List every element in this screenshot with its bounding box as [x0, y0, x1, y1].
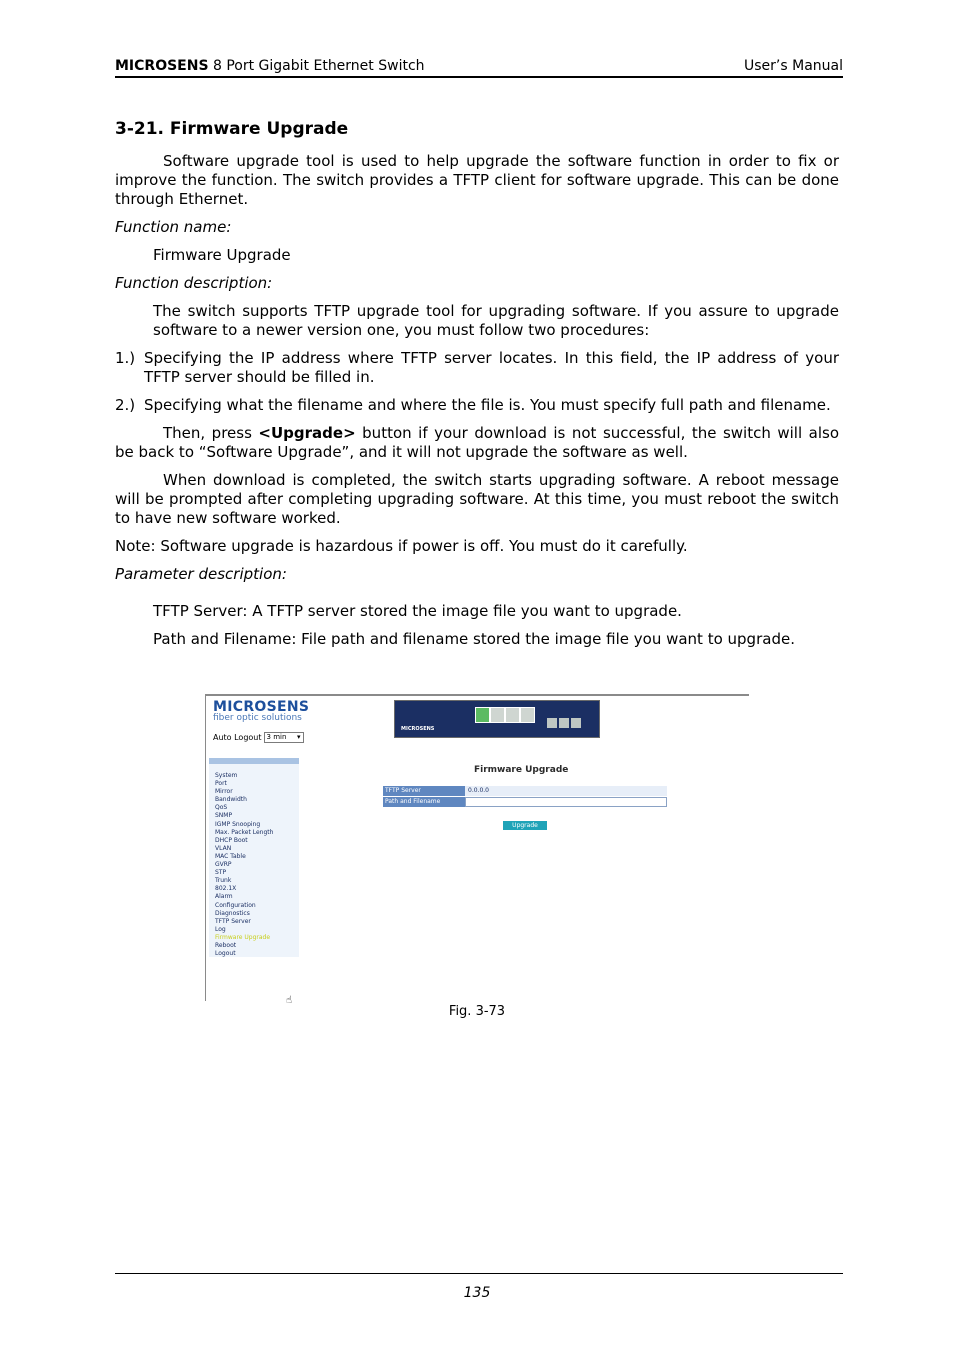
sfp-port-icon — [547, 718, 557, 728]
header-product: 8 Port Gigabit Ethernet Switch — [208, 58, 425, 74]
press-upgrade-paragraph — [115, 424, 839, 462]
sidebar-item[interactable]: VLAN — [215, 844, 232, 852]
upgrade-button[interactable]: Upgrade — [503, 821, 547, 830]
footer-divider — [115, 1273, 843, 1274]
header-title — [115, 57, 425, 76]
function-name-label: Function name: — [115, 218, 232, 236]
parameter-description-label: Parameter description: — [115, 565, 287, 583]
sfp-port-icon — [571, 718, 581, 728]
header-manual: User’s Manual — [744, 58, 843, 74]
sidebar-item[interactable]: Trunk — [215, 877, 232, 885]
function-description: The switch supports TFTP upgrade tool for upgrading software. If you assure to upgrade software to a newer version one, you must follow two procedures: — [153, 302, 839, 339]
path-filename-row — [383, 797, 667, 807]
path-filename-label: Path and Filename — [383, 797, 465, 807]
tftp-server-field[interactable]: 0.0.0.0 — [465, 786, 667, 796]
sidebar-item[interactable]: STP — [215, 869, 227, 877]
menu-list — [215, 772, 273, 958]
sidebar-item[interactable]: Bandwidth — [215, 796, 247, 804]
page-header — [115, 57, 843, 78]
header-brand: MICROSENS — [115, 58, 209, 74]
function-description-label: Function description: — [115, 274, 273, 292]
path-filename-input[interactable] — [465, 797, 667, 807]
upgrade-form — [383, 786, 667, 808]
sidebar-item[interactable]: System — [215, 772, 238, 779]
panel-title: Firmware Upgrade — [474, 765, 569, 775]
section-title: 3-21. Firmware Upgrade — [115, 119, 349, 139]
auto-logout-select[interactable] — [264, 732, 304, 743]
step-number: 1.) — [115, 349, 136, 367]
sidebar-item[interactable]: Diagnostics — [215, 909, 250, 917]
press-post: button if your download is not successful, the switch will also be back to “Software Upgrade”, and it will not upgrade the software as well. — [115, 424, 840, 461]
tftp-server-label: TFTP Server — [383, 786, 465, 796]
sidebar-item[interactable]: Mirror — [215, 788, 233, 796]
sidebar-item[interactable]: Port — [215, 780, 227, 788]
sidebar-menu — [209, 758, 299, 1006]
port-icon — [505, 707, 520, 723]
step-number: 2.) — [115, 396, 136, 414]
sidebar-item[interactable]: MAC Table — [215, 852, 246, 860]
sidebar-item[interactable]: TFTP Server — [215, 917, 251, 925]
auto-logout-label: Auto Logout — [213, 733, 262, 742]
tftp-server-row — [383, 786, 667, 796]
sidebar-item[interactable]: Max. Packet Length — [215, 828, 274, 836]
sidebar-item[interactable]: Firmware Upgrade — [215, 933, 271, 941]
sidebar-item[interactable]: IGMP Snooping — [215, 820, 261, 828]
param-path-filename: Path and Filename: File path and filename stored the image file you want to upgrade. — [153, 630, 795, 648]
firmware-upgrade-screenshot — [205, 694, 749, 1006]
main-content — [115, 118, 839, 658]
hand-cursor-icon: ☝ — [286, 995, 293, 1006]
sidebar-item[interactable]: Logout — [215, 950, 236, 958]
sidebar-item[interactable]: SNMP — [215, 812, 233, 820]
sfp-port-icon — [559, 718, 569, 728]
sidebar-item[interactable]: 802.1X — [215, 885, 237, 893]
port-icon — [490, 707, 505, 723]
switch-front-panel — [394, 700, 600, 738]
step-2 — [115, 396, 839, 415]
upgrade-bold-text: <Upgrade> — [258, 424, 356, 442]
logo-tagline: fiber optic solutions — [213, 713, 302, 723]
sidebar-item[interactable]: QoS — [215, 804, 228, 812]
sidebar-item[interactable]: Log — [215, 925, 226, 933]
completed-paragraph: When download is completed, the switch starts upgrading software. A reboot message will be prompted after completing upgrading software. At this time, you must reboot the switch to have new software worked. — [115, 471, 839, 527]
sidebar-item[interactable]: Alarm — [215, 893, 233, 901]
port-icon — [520, 707, 535, 723]
press-pre: Then, press — [163, 424, 259, 442]
page-number: 135 — [463, 1285, 491, 1301]
function-name: Firmware Upgrade — [153, 246, 291, 264]
figure-caption: Fig. 3-73 — [448, 1004, 506, 1019]
intro-paragraph: Software upgrade tool is used to help upgrade the software function in order to fix or improve the function. The switch provides a TFTP client for software upgrade. This can be done through Ethernet. — [115, 152, 839, 208]
sidebar-item[interactable]: GVRP — [215, 861, 232, 869]
microsens-logo: MICROSENS — [213, 699, 310, 715]
param-tftp-server: TFTP Server: A TFTP server stored the image file you want to upgrade. — [153, 602, 682, 620]
step-text: Specifying what the filename and where the file is. You must specify full path and filename. — [144, 396, 831, 414]
sidebar-item[interactable]: DHCP Boot — [215, 836, 248, 844]
chevron-down-icon: ▾ — [297, 733, 301, 741]
step-text: Specifying the IP address where TFTP server locates. In this field, the IP address of your TFTP server should be filled in. — [144, 349, 839, 386]
auto-logout — [213, 732, 304, 743]
switch-brand: MICROSENS — [401, 726, 435, 732]
step-1 — [115, 349, 839, 387]
sidebar-item[interactable]: Reboot — [215, 941, 237, 949]
auto-logout-value: 3 min — [266, 733, 287, 741]
port-icon — [475, 707, 490, 723]
sidebar-item[interactable]: Configuration — [215, 901, 256, 909]
note-paragraph: Note: Software upgrade is hazardous if power is off. You must do it carefully. — [115, 537, 688, 555]
